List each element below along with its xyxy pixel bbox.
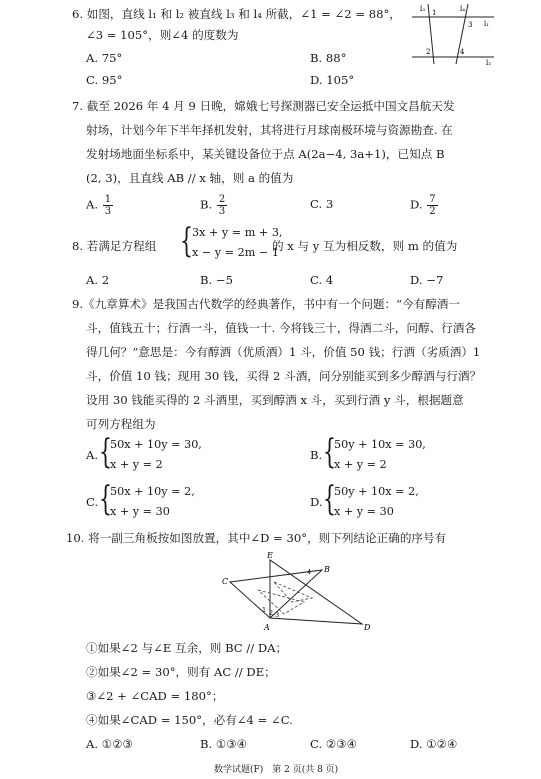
q10-statement-2: ②如果∠2 = 30°，则有 AC // DE； [86,665,276,679]
q7-choice-d-num: 7 [429,194,436,205]
q8-choice-c[interactable]: C. 4 [310,273,334,287]
q7-choice-b-label: B. [200,197,213,212]
q7-choice-a[interactable] [86,194,114,217]
q9-choice-a-brace: { [99,432,112,472]
label-l2: l₂ [486,59,492,66]
q9-line-4: 斗，价值 10 钱；现用 30 钱，买得 2 斗酒，问分别能买到多少醇酒与行酒？ [86,369,482,383]
q9-choice-d-label: D. [310,495,323,509]
q6-choice-d[interactable]: D. 105° [310,73,355,87]
label-angle-1: 1 [262,606,267,614]
label-point-c: C [222,577,229,586]
set-square-triangle-2 [270,560,362,624]
page-footer: 数学试题(F) 第 2 页(共 8 页) [214,765,339,775]
q10-choice-c[interactable]: C. ②③④ [310,737,358,751]
label-angle-3: 3 [275,611,280,619]
label-angle-2: 2 [426,48,431,56]
q7-choice-b-den: 3 [218,206,226,217]
q7-choice-a-num: 1 [104,194,112,205]
q6-line-2: ∠3 = 105°，则∠4 的度数为 [86,28,239,42]
label-angle-2: 2 [269,609,274,617]
q7-line-4: (2, 3)，且直线 AB // x 轴，则 a 的值为 [86,171,294,185]
q7-line-1: 7. 截至 2026 年 4 月 9 日晚，嫦娥七号探测器已安全运抵中国文昌航天发 [72,99,455,113]
q9-choice-b-eq-2: x + y = 2 [334,458,387,471]
q8-eq-1: 3x + y = m + 3, [192,226,283,239]
q9-choice-d-eq-1: 50y + 10x = 2, [334,485,419,498]
q10-choice-d[interactable]: D. ①②④ [410,737,458,751]
label-l1: l₁ [484,20,490,28]
q9-choice-c-brace: { [99,479,112,519]
label-angle-4: 4 [460,48,465,56]
q10-statement-3: ③∠2 + ∠CAD = 180°； [86,689,224,703]
q8-suffix: 的 x 与 y 互为相反数，则 m 的值为 [272,239,458,253]
label-angle-4: 4 [307,568,312,576]
q10-statement-4: ④如果∠CAD = 150°，必有∠4 = ∠C. [86,713,293,727]
label-angle-3: 3 [468,21,473,29]
q7-choice-a-label: A. [86,197,99,212]
q8-choice-d[interactable]: D. −7 [410,273,444,287]
q9-choice-d-eq-2: x + y = 30 [334,505,394,518]
q9-choice-a-label: A. [86,448,99,462]
q9-choice-b-eq-1: 50y + 10x = 30, [334,438,426,451]
label-point-a: A [264,623,270,632]
label-l4: l₄ [460,5,466,13]
q10-line-1: 10. 将一副三角板按如图放置，其中∠D = 30°，则下列结论正确的序号有 [66,531,447,545]
label-point-d: D [364,623,371,632]
q6-choice-c[interactable]: C. 95° [86,73,123,87]
q7-choice-c-label: C. [310,197,323,211]
q7-choice-b[interactable] [200,194,228,217]
label-angle-1: 1 [432,9,437,17]
q10-statement-1: ①如果∠2 与∠E 互余，则 BC // DA； [86,641,288,655]
q10-choice-b[interactable]: B. ①③④ [200,737,248,751]
q7-choice-a-den: 3 [104,206,112,217]
q9-choice-a-eq-1: 50x + 10y = 30, [110,438,202,451]
q10-figure [212,552,380,638]
q9-line-3: 得几何？”意思是：今有醇酒（优质酒）1 斗，价值 50 钱；行酒（劣质酒）1 [86,345,481,359]
q6-choice-a[interactable]: A. 75° [86,51,123,65]
q9-line-1: 9.《九章算术》是我国古代数学的经典著作，书中有一个问题：“今有醇酒一 [72,297,460,311]
q8-eq-2: x − y = 2m − 1 [192,246,279,259]
q9-choice-d-brace: { [323,479,336,519]
label-point-b: B [324,565,330,574]
q7-choice-d-fraction [427,194,437,217]
q9-line-5: 设用 30 钱能买得的 2 斗酒里，买到醇酒 x 斗，买到行酒 y 斗，根据题意 [86,393,464,407]
q7-choice-a-fraction [103,194,113,217]
q9-choice-b-label: B. [310,448,323,462]
label-point-e: E [267,552,273,560]
q9-choice-a-eq-2: x + y = 2 [110,458,163,471]
q8-prefix: 8. 若满足方程组 [72,239,157,253]
q7-choice-c[interactable] [310,196,333,212]
q8-choice-b[interactable]: B. −5 [200,273,233,287]
q7-choice-b-fraction [217,194,227,217]
q9-choice-b-brace: { [323,432,336,472]
q9-choice-c-eq-2: x + y = 30 [110,505,170,518]
q6-figure [408,2,498,66]
q7-line-3: 发射场地面坐标系中，某关键设备位于点 A(2a−4, 3a+1)，已知点 B [86,147,445,161]
q7-choice-d-den: 2 [429,206,436,217]
q9-choice-c-eq-1: 50x + 10y = 2, [110,485,195,498]
q7-choice-b-num: 2 [218,194,226,205]
q9-line-2: 斗，值钱五十；行酒一斗，值钱一十. 今将钱三十，得酒二斗，问醇、行酒各 [86,321,476,335]
q8-choice-a[interactable]: A. 2 [86,273,110,287]
q8-brace: { [180,221,193,261]
q7-choice-c-value: 3 [325,197,334,211]
label-l3: l₃ [420,5,426,13]
q7-choice-d[interactable] [410,194,439,217]
q9-choice-c-label: C. [86,495,99,509]
q10-choice-a[interactable]: A. ①②③ [86,737,133,751]
q6-choice-b[interactable]: B. 88° [310,51,347,65]
q9-line-6: 可列方程组为 [86,417,156,431]
q7-line-2: 射场，计划今年下半年择机发射，其将进行月球南极环境与资源勘查. 在 [86,123,453,137]
q7-choice-d-label: D. [410,197,423,212]
q6-line-1: 6. 如图，直线 l₁ 和 l₂ 被直线 l₃ 和 l₄ 所截，∠1 = ∠2 = 88°， [72,7,401,21]
